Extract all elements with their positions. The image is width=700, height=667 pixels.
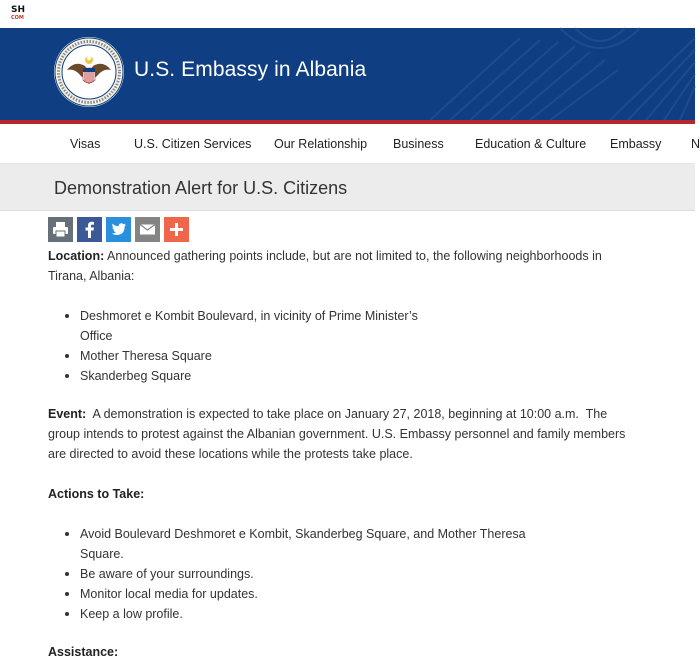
department-of-state-seal-icon [53, 36, 125, 108]
list-item: Mother Theresa Square [48, 346, 648, 366]
site-banner [0, 28, 695, 120]
email-share-button[interactable] [135, 217, 160, 242]
facebook-share-button[interactable] [77, 217, 102, 242]
nav-item-visas[interactable]: Visas [70, 137, 101, 151]
page-title-bar [0, 164, 695, 211]
email-icon [135, 217, 160, 242]
nav-item-education-culture[interactable]: Education & Culture [475, 137, 587, 151]
print-button[interactable] [48, 217, 73, 242]
actions-list [48, 524, 648, 624]
nav-item-news[interactable]: N [691, 137, 700, 151]
list-item: Monitor local media for updates. [48, 584, 648, 604]
nav-item-us-citizen-services[interactable]: U.S. Citizen Services [134, 137, 252, 151]
plus-icon [164, 217, 189, 242]
site-title[interactable]: U.S. Embassy in Albania [134, 58, 367, 81]
nav-item-embassy[interactable]: Embassy [610, 137, 662, 151]
actions-heading: Actions to Take: [48, 487, 145, 501]
page-title: Demonstration Alert for U.S. Citizens [54, 178, 348, 198]
facebook-icon [77, 217, 102, 242]
location-text-line2: Tirana, Albania: [48, 269, 135, 283]
more-share-button[interactable] [164, 217, 189, 242]
twitter-icon [106, 217, 131, 242]
twitter-share-button[interactable] [106, 217, 131, 242]
top-strip [0, 0, 695, 28]
print-icon [48, 217, 73, 242]
nav-item-our-relationship[interactable]: Our Relationship [274, 137, 368, 151]
article-body [48, 246, 648, 662]
list-item: Be aware of your surroundings. [48, 564, 648, 584]
list-item: Skanderbeg Square [48, 366, 648, 386]
event-paragraph: Event: A demonstration is expected to take place on January 27, 2018, beginning at 10:00 a.m. The group intends to protest against the Albanian government. U.S. Embassy personnel and family members are directed to avoid these locations while the protests take place. [48, 407, 626, 461]
location-list [48, 306, 648, 386]
list-item: Keep a low profile. [48, 604, 648, 624]
list-item: Avoid Boulevard Deshmoret e Kombit, Skanderbeg Square, and Mother Theresa Square. [48, 524, 648, 564]
location-paragraph [48, 246, 648, 286]
event-label: Event: [48, 407, 87, 421]
nav-item-business[interactable]: Business [393, 137, 444, 151]
list-item: Deshmoret e Kombit Boulevard, in vicinity of Prime Minister’s Office [48, 306, 648, 346]
location-label: Location: [48, 249, 105, 263]
watermark-logo: SH COM [11, 5, 26, 21]
location-text-line1: Announced gathering points include, but are not limited to, the following neighborhoods in [104, 249, 602, 263]
assistance-heading: Assistance: [48, 645, 119, 659]
main-nav [0, 124, 700, 164]
